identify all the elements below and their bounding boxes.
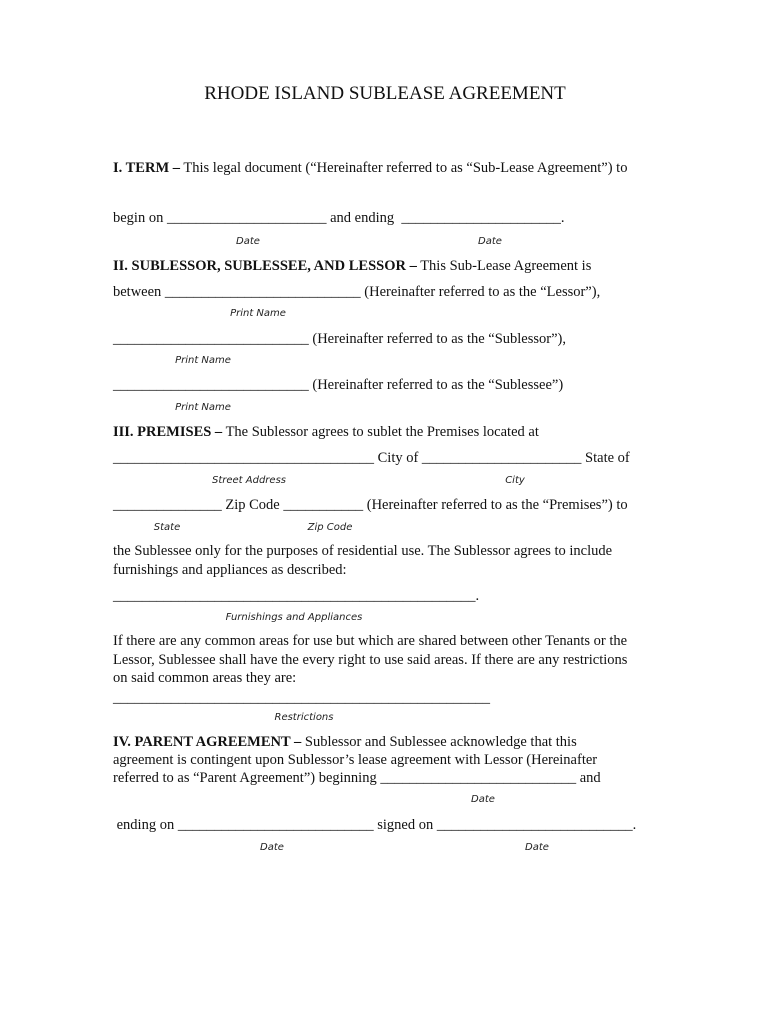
parent-ending-date-caption: Date: [260, 842, 284, 853]
term-dates-line[interactable]: begin on ______________________ and ending ______________________.: [113, 210, 565, 226]
parties-paragraph: [113, 257, 591, 275]
term-end-date-caption: Date: [478, 236, 502, 247]
sublessor-name-caption: Print Name: [175, 355, 231, 366]
parent-line-1: Sublessor and Sublessee acknowledge that this: [304, 734, 577, 750]
term-line-1: This legal document (“Hereinafter referred to as “Sub-Lease Agreement”) to: [183, 160, 628, 176]
premises-para2-line2: Lessor, Sublessee shall have the every right to use said areas. If there are any restrictions: [113, 652, 628, 668]
restrictions-line[interactable]: ____________________________________________________: [113, 690, 490, 706]
parties-heading: II. SUBLESSOR, SUBLESSEE, AND LESSOR –: [113, 258, 417, 274]
premises-paragraph: [113, 423, 539, 441]
term-begin-date-caption: Date: [236, 236, 260, 247]
furnishings-line[interactable]: __________________________________________________.: [113, 588, 480, 604]
premises-para2-line3: on said common areas they are:: [113, 670, 297, 686]
sublessor-name-line[interactable]: ___________________________ (Hereinafter referred to as the “Sublessor”),: [113, 331, 566, 347]
parent-line-4[interactable]: ending on ___________________________ signed on ___________________________.: [113, 817, 637, 833]
term-paragraph: [113, 159, 627, 177]
street-address-caption: Street Address: [211, 475, 286, 486]
premises-para2-line1: If there are any common areas for use but which are shared between other Tenants or the: [113, 633, 628, 649]
document-title: RHODE ISLAND SUBLEASE AGREEMENT: [204, 83, 566, 104]
sublessee-name-line[interactable]: ___________________________ (Hereinafter referred to as the “Sublessee”): [113, 377, 564, 393]
parent-line-2: agreement is contingent upon Sublessor’s lease agreement with Lessor (Hereinafter: [113, 752, 598, 768]
parent-beginning-date-caption: Date: [471, 794, 495, 805]
parent-paragraph: [113, 733, 577, 751]
parent-heading: IV. PARENT AGREEMENT –: [113, 734, 302, 750]
furnishings-caption: Furnishings and Appliances: [225, 612, 363, 623]
state-caption: State: [153, 522, 181, 533]
premises-line-1: The Sublessor agrees to sublet the Premises located at: [225, 424, 539, 440]
premises-address-line[interactable]: ____________________________________ City of ______________________ State of: [113, 450, 630, 466]
premises-para1-line1: the Sublessee only for the purposes of residential use. The Sublessor agrees to include: [113, 543, 613, 559]
premises-heading: III. PREMISES –: [113, 424, 223, 440]
premises-para1-line2: furnishings and appliances as described:: [113, 562, 347, 578]
term-heading: I. TERM –: [113, 160, 181, 176]
premises-state-zip-line[interactable]: _______________ Zip Code ___________ (Hereinafter referred to as the “Premises”) to: [113, 497, 628, 513]
lessor-name-line[interactable]: between ___________________________ (Hereinafter referred to as the “Lessor”),: [113, 284, 601, 300]
parent-signed-date-caption: Date: [525, 842, 549, 853]
sublessee-name-caption: Print Name: [175, 402, 231, 413]
parties-line-1: This Sub-Lease Agreement is: [420, 258, 592, 274]
lessor-name-caption: Print Name: [230, 308, 286, 319]
zip-code-caption: Zip Code: [307, 522, 353, 533]
parent-line-3[interactable]: referred to as “Parent Agreement”) beginning ___________________________ and: [113, 770, 601, 786]
restrictions-caption: Restrictions: [274, 712, 334, 723]
city-caption: City: [505, 475, 525, 486]
